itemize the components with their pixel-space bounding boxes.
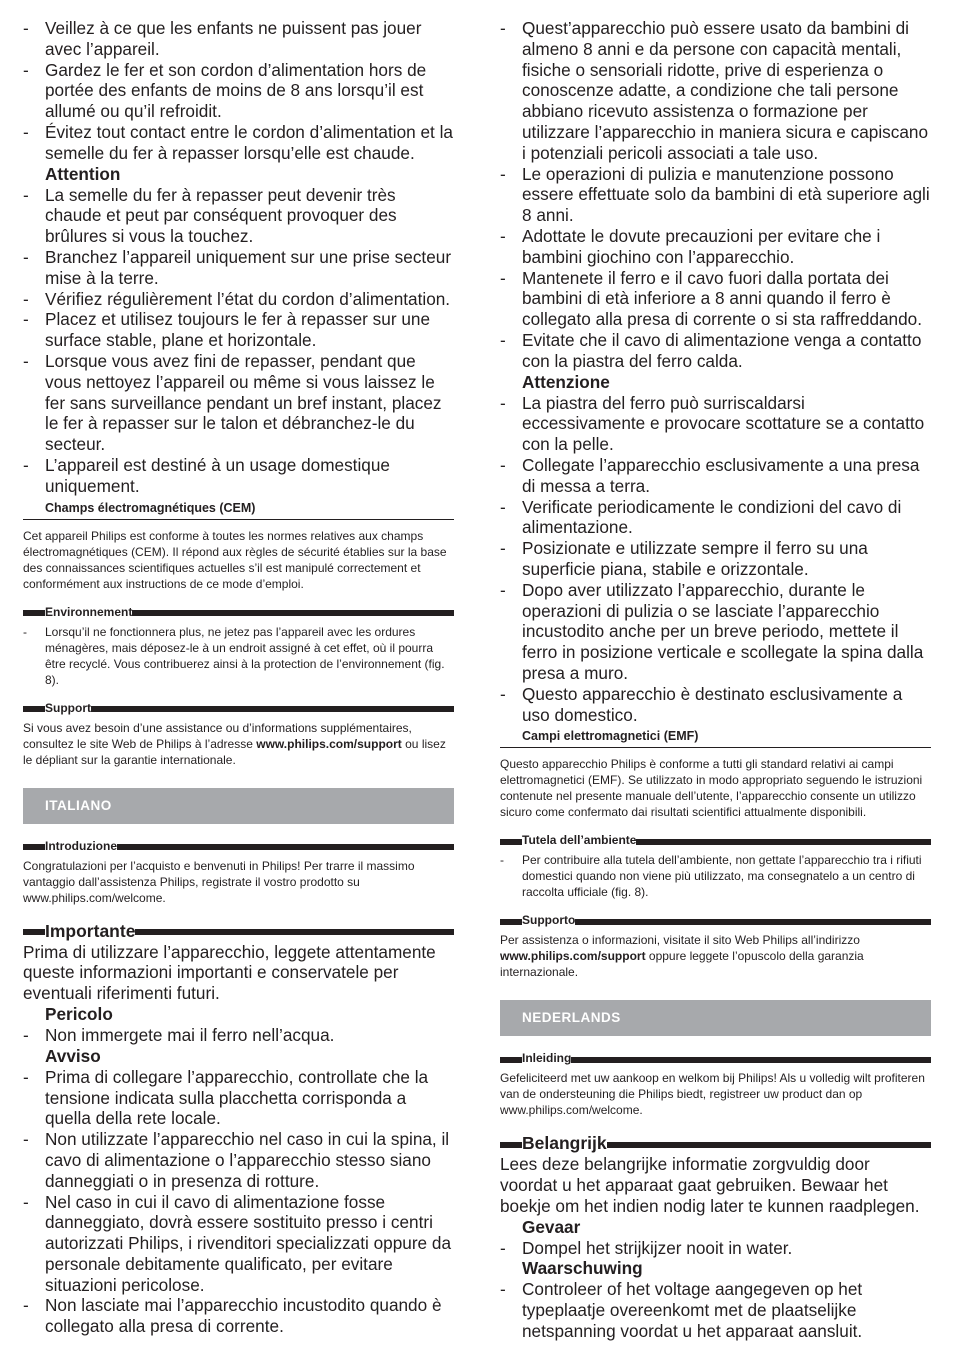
list-item: - Quest’apparecchio può essere usato da bambini di almeno 8 anni e da persone con capacità mentali, fisiche o sensoriali ridotte, prive di esperienza o conoscenze adatte, a condizione che tali persone abbiano ricevuto assistenza o formazione per utilizzare l’apparecchio in maniera sicura e capiscano i potenziali pericoli associati a tale uso. xyxy=(500,18,931,164)
list-item: - Dompel het strijkijzer nooit in water. xyxy=(500,1238,931,1259)
list-item: - La piastra del ferro può surriscaldarsi eccessivamente e provocare scottature se a contatto con la pelle. xyxy=(500,393,931,455)
it-support-text: Per assistenza o informazioni, visitate il sito Web Philips all’indirizzo www.philips.com/support oppure leggete l’opuscolo della garanzia internazionale. xyxy=(500,933,864,980)
list-item: - Gardez le fer et son cordon d’alimentation hors de portée des enfants de moins de 8 ans lorsqu’il est allumé ou qu’il refroidit. xyxy=(23,60,454,122)
it-env-title: Tutela dell’ambiente xyxy=(522,833,637,848)
list-item: - Non lasciate mai l’apparecchio incustodito quando è collegato alla presa di corrente. xyxy=(23,1295,454,1337)
it-importante-heading xyxy=(23,920,454,942)
fr-attention-heading: Attention xyxy=(45,163,121,184)
it-env-text: - Per contribuire alla tutela dell’ambiente, non gettate l’apparecchio tra i rifiuti domestici quando non viene più utilizzato, ma consegnatelo a un centro di raccolta ufficiale (fig. 8). xyxy=(500,852,931,900)
list-item: - Evitate che il cavo di alimentazione venga a contatto con la piastra del ferro calda. xyxy=(500,330,931,372)
it-env-heading xyxy=(500,832,931,848)
list-item: - Nel caso in cui il cavo di alimentazione fosse danneggiato, dovrà essere sostituito presso i centri autorizzati Philips, i rivenditori specializzati oppure da personale debitamente qualificato, per evitare situazioni pericolose. xyxy=(23,1192,454,1296)
list-item: - Lorsque vous avez fini de repasser, pendant que vous nettoyez l’appareil ou même si vous laissez le fer sans surveillance pendant un bref instant, placez le fer à repasser sur le talon et débranchez-le du secteur. xyxy=(23,351,454,455)
it-avviso-list xyxy=(23,1067,454,1337)
it-importante-text: Prima di utilizzare l’apparecchio, leggete attentamente queste informazioni importanti e conservatele per eventuali riferimenti futuri. xyxy=(23,941,436,1004)
list-item: - L’appareil est destiné à un usage domestique uniquement. xyxy=(23,455,454,497)
nl-gevaar-heading: Gevaar xyxy=(522,1216,581,1237)
list-item: - Verificate periodicamente le condizioni del cavo di alimentazione. xyxy=(500,497,931,539)
support-link[interactable]: www.philips.com/support xyxy=(500,949,646,964)
it-importante-title: Importante xyxy=(45,920,136,941)
fr-support-title: Support xyxy=(45,700,91,715)
list-item: - Le operazioni di pulizia e manutenzione possono essere effettuate solo da bambini di età superiore agli 8 anni. xyxy=(500,164,931,226)
it-avviso-heading: Avviso xyxy=(45,1045,101,1066)
it-intro-text: Congratulazioni per l’acquisto e benvenuti in Philips! Per trarre il massimo vantaggio dall’assistenza Philips, registrate il vostro prodotto su www.philips.com/welcome. xyxy=(23,858,415,905)
fr-support-text: Si vous avez besoin d’une assistance ou d’informations supplémentaires, consultez le site Web de Philips à l’adresse www.philips.com/support ou lisez le dépliant sur la garantie internationale. xyxy=(23,720,446,767)
fr-env-heading xyxy=(23,604,454,620)
list-item: - Collegate l’apparecchio esclusivamente a una presa di messa a terra. xyxy=(500,455,931,497)
fr-cem-heading: Champs électromagnétiques (CEM) xyxy=(23,500,454,520)
list-item: - Non immergete mai il ferro nell’acqua. xyxy=(23,1025,454,1046)
list-item: - Prima di collegare l’apparecchio, controllate che la tensione indicata sulla placchetta corrisponda a quella della rete locale. xyxy=(23,1067,454,1129)
it-intro-title: Introduzione xyxy=(45,838,117,853)
list-item: - Adottate le dovute precauzioni per evitare che i bambini giochino con l’apparecchio. xyxy=(500,226,931,268)
list-item: - Placez et utilisez toujours le fer à repasser sur une surface stable, plane et horizontale. xyxy=(23,309,454,351)
list-item: - Dopo aver utilizzato l’apparecchio, durante le operazioni di pulizia o se lasciate l’apparecchio incustodito anche per un breve periodo, mettete il ferro in posizione verticale e scollegate la spina dalla presa a muro. xyxy=(500,580,931,684)
list-item: - Non utilizzate l’apparecchio nel caso in cui la spina, il cavo di alimentazione o l’apparecchio stesso siano danneggiati o in presenza di rotture. xyxy=(23,1129,454,1191)
it-intro-heading xyxy=(23,838,454,854)
nl-waarschuwing-heading: Waarschuwing xyxy=(522,1258,643,1279)
it-attenzione-list xyxy=(500,393,931,726)
fr-cem-text: Cet appareil Philips est conforme à toutes les normes relatives aux champs électromagnétiques (CEM). Il répond aux règles de sécurité établies sur la base des connaissances scientifiques actuelles s’il est manipulé correctement et conformément aux instructions de ce mode d’emploi. xyxy=(23,528,447,591)
nl-intro-title: Inleiding xyxy=(522,1051,572,1066)
it-emf-heading: Campi elettromagnetici (EMF) xyxy=(500,728,931,748)
left-column xyxy=(23,18,454,1337)
fr-support-heading xyxy=(23,700,454,716)
nl-belangrijk-text: Lees deze belangrijke informatie zorgvuldig door voordat u het apparaat gaat gebruiken. Bewaar het boekje om het indien nodig later te kunnen raadplegen. xyxy=(500,1154,920,1216)
list-item: - La semelle du fer à repasser peut devenir très chaude et peut par conséquent provoquer des brûlures si vous la touchez. xyxy=(23,185,454,247)
list-item: - Mantenete il ferro e il cavo fuori dalla portata dei bambini di età inferiore a 8 anni quando il ferro è collegato alla presa di corrente o si sta raffreddando. xyxy=(500,268,931,330)
it-bullets-top xyxy=(500,18,931,372)
list-item: - Controleer of het voltage aangegeven op het typeplaatje overeenkomt met de plaatselijke netspanning voordat u het apparaat aansluit. xyxy=(500,1279,931,1341)
right-column xyxy=(500,18,931,1342)
list-item: - Veillez à ce que les enfants ne puissent pas jouer avec l’appareil. xyxy=(23,18,454,60)
fr-env-text: - Lorsqu’il ne fonctionnera plus, ne jetez pas l’appareil avec les ordures ménagères, mais déposez-le à un endroit assigné à cet effet, où il pourra être recyclé. Vous contribuerez ainsi à la protection de l’environnement (fig. 8). xyxy=(23,624,454,688)
fr-attention-list xyxy=(23,185,454,497)
list-item: - Évitez tout contact entre le cordon d’alimentation et la semelle du fer à repasser lorsqu’elle est chaude. xyxy=(23,122,454,164)
lang-band-italiano: ITALIANO xyxy=(23,788,454,824)
list-item: - Vérifiez régulièrement l’état du cordon d’alimentation. xyxy=(23,289,454,310)
nl-intro-text: Gefeliciteerd met uw aankoop en welkom bij Philips! Als u volledig wilt profiteren van de ondersteuning die Philips biedt, registreer uw product dan op www.philips.com/welcome. xyxy=(500,1071,925,1118)
it-emf-text: Questo apparecchio Philips è conforme a tutti gli standard relativi ai campi elettromagnetici (EMF). Se utilizzato in modo appropriato seguendo le istruzioni contenute nel presente manuale dell’utente, l’apparecchio consente un utilizzo sicuro come confermato dai risultati scientifici attualmente disponibili. xyxy=(500,757,923,820)
it-support-heading xyxy=(500,912,931,928)
list-item: - Posizionate e utilizzate sempre il ferro su una superficie piana, stabile e orizzontale. xyxy=(500,538,931,580)
nl-belangrijk-heading xyxy=(500,1132,931,1154)
support-link[interactable]: www.philips.com/support xyxy=(256,736,402,751)
nl-belangrijk-title: Belangrijk xyxy=(522,1133,607,1154)
fr-env-title: Environnement xyxy=(45,604,133,619)
it-pericolo-heading: Pericolo xyxy=(45,1003,113,1024)
it-attenzione-heading: Attenzione xyxy=(522,371,610,392)
fr-bullets-top xyxy=(23,18,454,164)
list-item: - Branchez l’appareil uniquement sur une prise secteur mise à la terre. xyxy=(23,247,454,289)
nl-intro-heading xyxy=(500,1050,931,1066)
list-item: - Questo apparecchio è destinato esclusivamente a uso domestico. xyxy=(500,684,931,726)
lang-band-nederlands: NEDERLANDS xyxy=(500,1000,931,1036)
it-support-title: Supporto xyxy=(522,913,576,928)
